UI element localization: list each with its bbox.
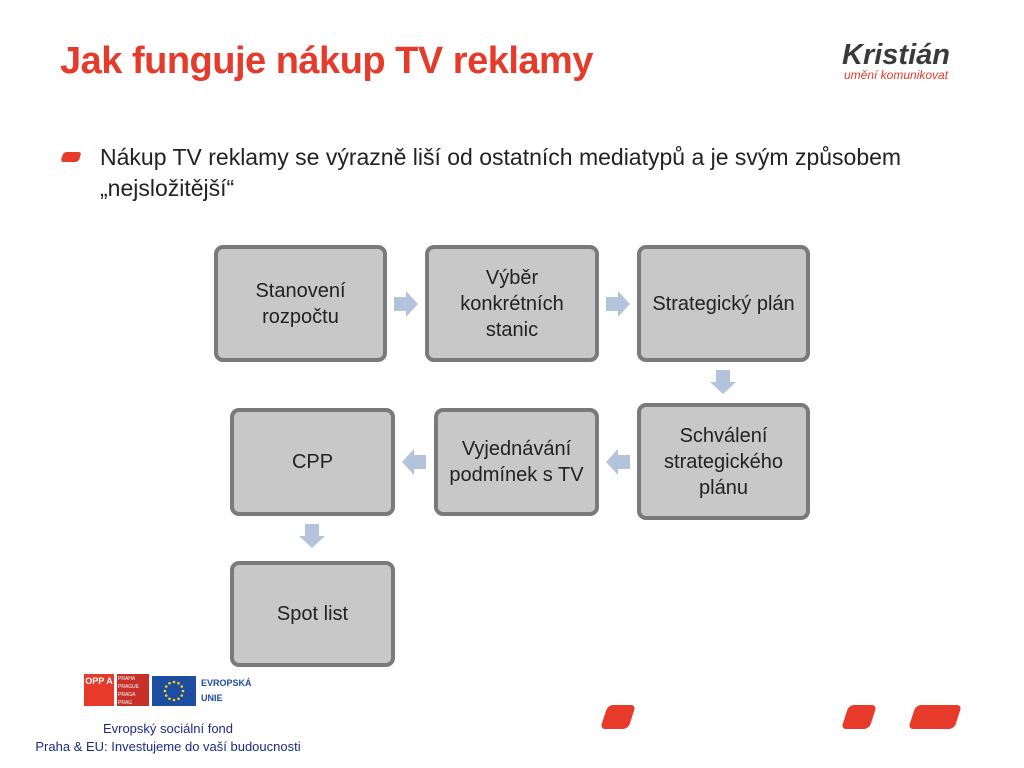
bullet-marker-icon	[60, 152, 81, 162]
bullet-text: Nákup TV reklamy se výrazně liší od ostatních mediatypů a je svým způsobem „nejsložitější“	[100, 144, 902, 201]
arrow-left-icon	[402, 449, 426, 475]
opp-logo: OPP A	[84, 674, 114, 706]
praha-logo: PRAHA PRAGUE PRAGA PRAG	[117, 674, 149, 706]
step-stanoveni-rozpoctu: Stanovení rozpočtu	[214, 245, 387, 362]
footer-line-1: Evropský sociální fond	[102, 721, 234, 736]
step-vyjednavani-podminek: Vyjednávání podmínek s TV	[434, 408, 599, 516]
slide-title: Jak funguje nákup TV reklamy	[60, 40, 593, 82]
step-vyber-stanic: Výběr konkrétních stanic	[425, 245, 599, 362]
step-spot-list: Spot list	[230, 561, 395, 667]
arrow-right-icon	[606, 291, 630, 317]
eu-flag-icon	[152, 676, 196, 706]
kristian-logo	[842, 40, 972, 82]
arrow-down-icon	[710, 370, 736, 394]
logo-tagline: umění komunikovat	[844, 68, 949, 82]
eu-label: EVROPSKÁ UNIE	[201, 678, 252, 703]
decorative-shape	[908, 705, 962, 729]
footer-line-2: Praha & EU: Investujeme do vaší budoucnosti	[35, 739, 301, 754]
footer-caption	[0, 720, 336, 756]
funding-logos	[84, 674, 264, 708]
decorative-shape	[841, 705, 877, 729]
step-strategicky-plan: Strategický plán	[637, 245, 810, 362]
arrow-down-icon	[299, 524, 325, 548]
step-schvaleni-planu: Schválení strategického plánu	[637, 403, 810, 520]
logo-name: Kristián	[842, 39, 950, 71]
decorative-shape	[600, 705, 636, 729]
arrow-right-icon	[394, 291, 418, 317]
arrow-left-icon	[606, 449, 630, 475]
step-cpp: CPP	[230, 408, 395, 516]
